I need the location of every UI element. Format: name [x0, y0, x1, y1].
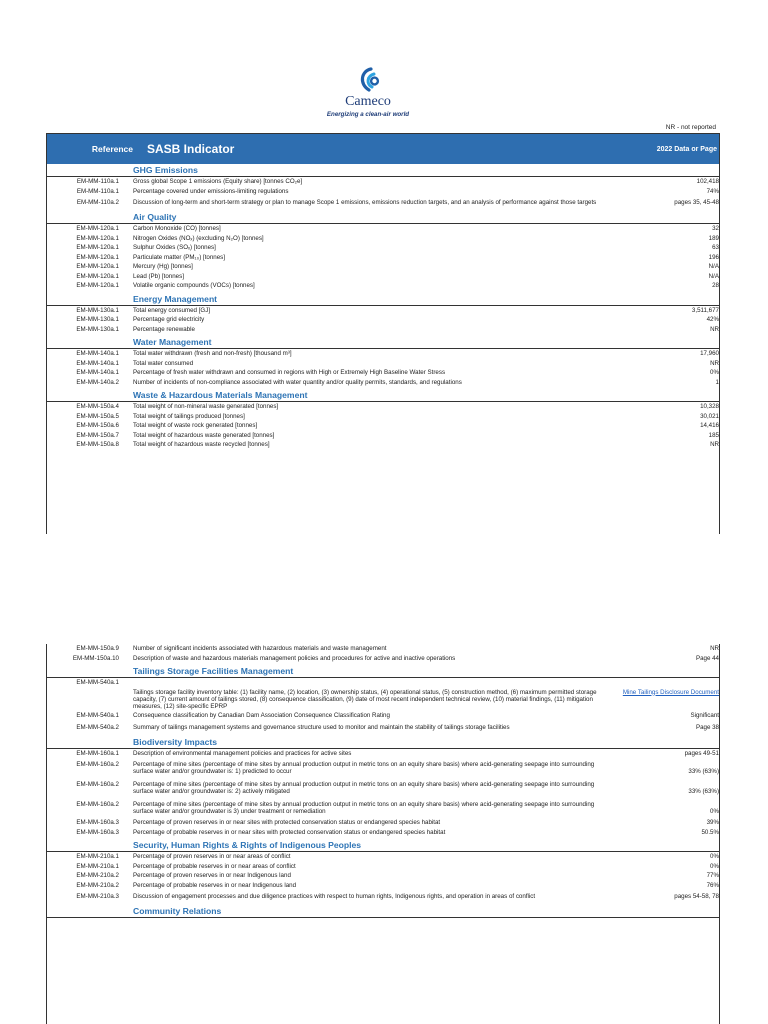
row-reference: EM-MM-540a.1 — [76, 712, 119, 719]
row-reference: EM-MM-140a.2 — [76, 378, 119, 386]
row-value: 102,418 — [696, 178, 719, 185]
section-title: Security, Human Rights & Rights of Indigenous Peoples — [47, 840, 719, 852]
row-value: 17,960 — [700, 350, 719, 357]
table-row — [47, 778, 719, 798]
row-reference: EM-MM-130a.1 — [76, 306, 119, 314]
sasb-table-part-1 — [46, 133, 720, 534]
row-reference: EM-MM-150a.10 — [72, 654, 119, 662]
table-row — [47, 421, 719, 431]
table-row — [47, 711, 719, 721]
table-row — [47, 828, 719, 838]
disclosure-document-link[interactable]: Mine Tailings Disclosure Document — [622, 688, 719, 696]
row-value: 28 — [712, 282, 719, 289]
table-row — [47, 852, 719, 862]
row-value: NR — [710, 441, 719, 448]
row-reference: EM-MM-150a.6 — [76, 422, 119, 429]
row-description: Percentage of proven reserves in or near Indigenous land — [133, 872, 291, 879]
section-title: Tailings Storage Facilities Management — [47, 666, 719, 678]
table-row — [47, 890, 719, 903]
table-row — [47, 862, 719, 872]
row-description: Percentage of probable reserves in or near sites with protected conservation status or endangered species habitat — [133, 828, 446, 836]
row-value: pages 49-51 — [684, 749, 719, 757]
row-reference: EM-MM-110a.1 — [76, 187, 119, 195]
table-row — [47, 262, 719, 272]
row-description: Summary of tailings management systems and governance structure used to monitor and maintain the stability of tailings storage facilities — [133, 723, 510, 731]
row-description: Total water withdrawn (fresh and non-fresh) [thousand m³] — [133, 350, 292, 357]
table-row — [47, 431, 719, 441]
table-row — [47, 440, 719, 450]
table-row — [47, 187, 719, 197]
table-row — [47, 359, 719, 369]
row-value: 189 — [708, 234, 719, 242]
row-reference: EM-MM-120a.1 — [76, 253, 119, 261]
row-value: 76% — [706, 881, 719, 889]
row-reference: EM-MM-120a.1 — [76, 244, 119, 251]
table-row — [47, 378, 719, 388]
row-value: 32 — [712, 225, 719, 232]
row-reference: EM-MM-160a.2 — [76, 761, 119, 768]
row-reference: EM-MM-120a.1 — [76, 282, 119, 289]
table-row — [47, 243, 719, 253]
row-value: 1 — [715, 378, 719, 386]
table-row — [47, 177, 719, 187]
row-description: Volatile organic compounds (VOCs) [tonnes] — [133, 282, 255, 289]
table-row — [47, 306, 719, 316]
row-description: Percentage covered under emissions-limiting regulations — [133, 187, 289, 195]
row-reference: EM-MM-110a.1 — [76, 178, 119, 185]
sasb-table-part-2 — [46, 644, 720, 1024]
row-description: Lead (Pb) [tonnes] — [133, 272, 184, 280]
row-description: Description of environmental management policies and practices for active sites — [133, 749, 352, 757]
row-description: Percentage of mine sites (percentage of mine sites by annual production output in metric tons on an equity share basis) where acid-generating seepage into surrounding surface water and/or groundwater is: 1) predicted to occur — [133, 761, 595, 775]
row-value: Significant — [690, 712, 719, 719]
row-value: 77% — [706, 872, 719, 879]
table-row — [47, 798, 719, 818]
table-row — [47, 349, 719, 359]
table-row — [47, 688, 719, 712]
row-description: Gross global Scope 1 emissions (Equity share) [tonnes CO₂e] — [133, 178, 303, 185]
row-reference: EM-MM-140a.1 — [76, 359, 119, 367]
table-row — [47, 412, 719, 422]
row-value: 42% — [706, 316, 719, 323]
row-reference: EM-MM-150a.8 — [76, 441, 119, 448]
nr-legend-note: NR - not reported — [665, 124, 716, 131]
row-description: Nitrogen Oxides (NOₓ) (excluding N₂O) [tonnes] — [133, 234, 264, 242]
table-row — [47, 253, 719, 263]
row-reference: EM-MM-130a.1 — [76, 316, 119, 323]
table-row — [47, 234, 719, 244]
row-description: Discussion of engagement processes and due diligence practices with respect to human rights, Indigenous rights, and operation in areas of conflict — [133, 893, 536, 900]
row-value: 74% — [706, 187, 719, 195]
section-title: Waste & Hazardous Materials Management — [47, 390, 719, 402]
table-row — [47, 654, 719, 664]
row-reference: EM-MM-160a.2 — [76, 781, 119, 788]
row-description: Total weight of non-mineral waste generated [tonnes] — [133, 403, 279, 410]
table-row — [47, 644, 719, 654]
row-reference: EM-MM-160a.1 — [76, 749, 119, 757]
row-reference: EM-MM-210a.2 — [76, 872, 119, 879]
row-value: 185 — [708, 431, 719, 439]
row-description: Mercury (Hg) [tonnes] — [133, 263, 193, 270]
row-description: Percentage renewable — [133, 325, 195, 333]
table-row — [47, 871, 719, 881]
row-description: Total weight of hazardous waste generated [tonnes] — [133, 431, 275, 439]
table-row — [47, 315, 719, 325]
row-description: Number of incidents of non-compliance associated with water quantity and/or quality permits, standards, and regulations — [133, 378, 462, 386]
row-value: 50.5% — [701, 828, 719, 836]
section-title: GHG Emissions — [47, 165, 719, 177]
row-description: Percentage of probable reserves in or near areas of conflict — [133, 862, 296, 870]
row-reference: EM-MM-150a.4 — [76, 403, 119, 410]
cameco-logo — [318, 66, 418, 126]
row-description: Total weight of waste rock generated [tonnes] — [133, 422, 258, 429]
row-description: Percentage of proven reserves in or near areas of conflict — [133, 853, 291, 860]
row-reference: EM-MM-210a.1 — [76, 862, 119, 870]
row-reference: EM-MM-120a.1 — [76, 272, 119, 280]
row-reference: EM-MM-150a.9 — [76, 645, 119, 652]
section-title: Air Quality — [47, 212, 719, 224]
row-description: Percentage of mine sites (percentage of mine sites by annual production output in metric tons on an equity share basis) where acid-generating seepage into surrounding surface water and/or groundwater is 3) under treatment or remediation — [133, 801, 595, 815]
row-description: Sulphur Oxides (SOₓ) [tonnes] — [133, 244, 216, 251]
table-row — [47, 721, 719, 734]
row-value: Page 38 — [695, 723, 719, 731]
row-reference: EM-MM-140a.1 — [76, 369, 119, 376]
table-lead-rows — [47, 644, 719, 663]
table-row — [47, 224, 719, 234]
row-reference: EM-MM-540a.1 — [76, 679, 119, 686]
row-description: Tailings storage facility inventory table: (1) facility name, (2) location, (3) ownership status, (4) operational status, (5) construction method, (6) maximum permitted storage capacity, (7) current amount of tailings stored, (8) consequence classification, (9) date of most recent independent technical review, (10) material findings, (11) mitigation measures, (12) site-specific EPRP — [133, 688, 597, 710]
table-row — [47, 881, 719, 891]
row-value: N/A — [708, 272, 719, 280]
row-description: Total weight of hazardous waste recycled [tonnes] — [133, 441, 270, 448]
table-row — [47, 368, 719, 378]
table-row — [47, 402, 719, 412]
section-title: Water Management — [47, 337, 719, 349]
header-reference: Reference — [91, 144, 133, 154]
row-value: 0% — [710, 808, 719, 815]
row-reference: EM-MM-140a.1 — [76, 350, 119, 357]
row-value: pages 35, 45-48 — [674, 199, 719, 206]
row-value: 39% — [706, 819, 719, 826]
row-value: N/A — [708, 263, 719, 270]
row-reference: EM-MM-540a.2 — [76, 723, 119, 731]
table-row — [47, 749, 719, 759]
row-reference: EM-MM-210a.2 — [76, 881, 119, 889]
section-title: Biodiversity Impacts — [47, 737, 719, 749]
row-description: Percentage of mine sites (percentage of mine sites by annual production output in metric tons on an equity share basis) where acid-generating seepage into surrounding surface water and/or groundwater is: 2) actively mitigated — [133, 781, 595, 795]
brand-name: Cameco — [345, 94, 391, 109]
row-value: pages 54-58, 78 — [674, 893, 719, 900]
row-description: Carbon Monoxide (CO) [tonnes] — [133, 225, 221, 232]
row-value: 196 — [708, 253, 719, 261]
brand-tagline: Energizing a clean-air world — [326, 111, 410, 118]
row-description: Percentage of fresh water withdrawn and consumed in regions with High or Extremely High Baseline Water Stress — [133, 369, 446, 376]
table-row — [47, 758, 719, 778]
row-reference: EM-MM-210a.3 — [76, 893, 119, 900]
row-reference: EM-MM-130a.1 — [76, 325, 119, 333]
row-value: 0% — [710, 853, 719, 860]
row-value: 33% (63%) — [688, 768, 719, 775]
header-data: 2022 Data or Page — [656, 145, 717, 153]
row-value: 0% — [710, 862, 719, 870]
row-value: NR — [710, 325, 719, 333]
row-reference: EM-MM-210a.1 — [76, 853, 119, 860]
row-reference: EM-MM-120a.1 — [76, 234, 119, 242]
table-row — [47, 272, 719, 282]
table-row — [47, 281, 719, 291]
row-value: NR — [710, 359, 719, 367]
row-description: Total water consumed — [133, 359, 194, 367]
table-row — [47, 196, 719, 209]
row-description: Particulate matter (PM₁₀) [tonnes] — [133, 253, 225, 261]
row-reference: EM-MM-110a.2 — [76, 199, 119, 206]
row-value: 0% — [710, 369, 719, 376]
table-row — [47, 678, 719, 688]
table-row — [47, 818, 719, 828]
section-title: Energy Management — [47, 294, 719, 306]
row-description: Description of waste and hazardous materials management policies and procedures for active and inactive operations — [133, 654, 456, 662]
row-value: 33% (63%) — [688, 788, 719, 795]
row-reference: EM-MM-150a.5 — [76, 412, 119, 420]
row-value: 14,416 — [700, 422, 719, 429]
row-value: 3,511,677 — [691, 306, 719, 314]
row-description: Number of significant incidents associated with hazardous materials and waste management — [133, 645, 387, 652]
row-description: Total weight of tailings produced [tonnes] — [133, 412, 245, 420]
table-body-2 — [47, 666, 719, 918]
row-reference: EM-MM-120a.1 — [76, 263, 119, 270]
cameco-symbol-icon — [351, 66, 385, 96]
row-reference: EM-MM-150a.7 — [76, 431, 119, 439]
row-value: 63 — [712, 244, 719, 251]
table-body-1 — [47, 165, 719, 450]
row-description: Percentage of probable reserves in or near Indigenous land — [133, 881, 297, 889]
row-value: 10,328 — [700, 403, 719, 410]
row-value: 30,021 — [700, 412, 719, 420]
row-value: NR — [710, 645, 719, 652]
row-reference: EM-MM-160a.3 — [76, 819, 119, 826]
row-description: Percentage of proven reserves in or near sites with protected conservation status or endangered species habitat — [133, 819, 441, 826]
table-row — [47, 325, 719, 335]
header-indicator: SASB Indicator — [147, 142, 235, 156]
row-description: Discussion of long-term and short-term strategy or plan to manage Scope 1 emissions, emissions reduction targets, and an analysis of performance against those targets — [133, 199, 597, 206]
table-header — [47, 134, 719, 164]
row-description: Total energy consumed [GJ] — [133, 306, 211, 314]
row-reference: EM-MM-160a.2 — [76, 801, 119, 808]
row-reference: EM-MM-160a.3 — [76, 828, 119, 836]
row-value: Page 44 — [695, 654, 719, 662]
row-reference: EM-MM-120a.1 — [76, 225, 119, 232]
row-description: Consequence classification by Canadian Dam Association Consequence Classification Rating — [133, 712, 390, 719]
row-description: Percentage grid electricity — [133, 316, 205, 323]
section-title: Community Relations — [47, 906, 719, 918]
